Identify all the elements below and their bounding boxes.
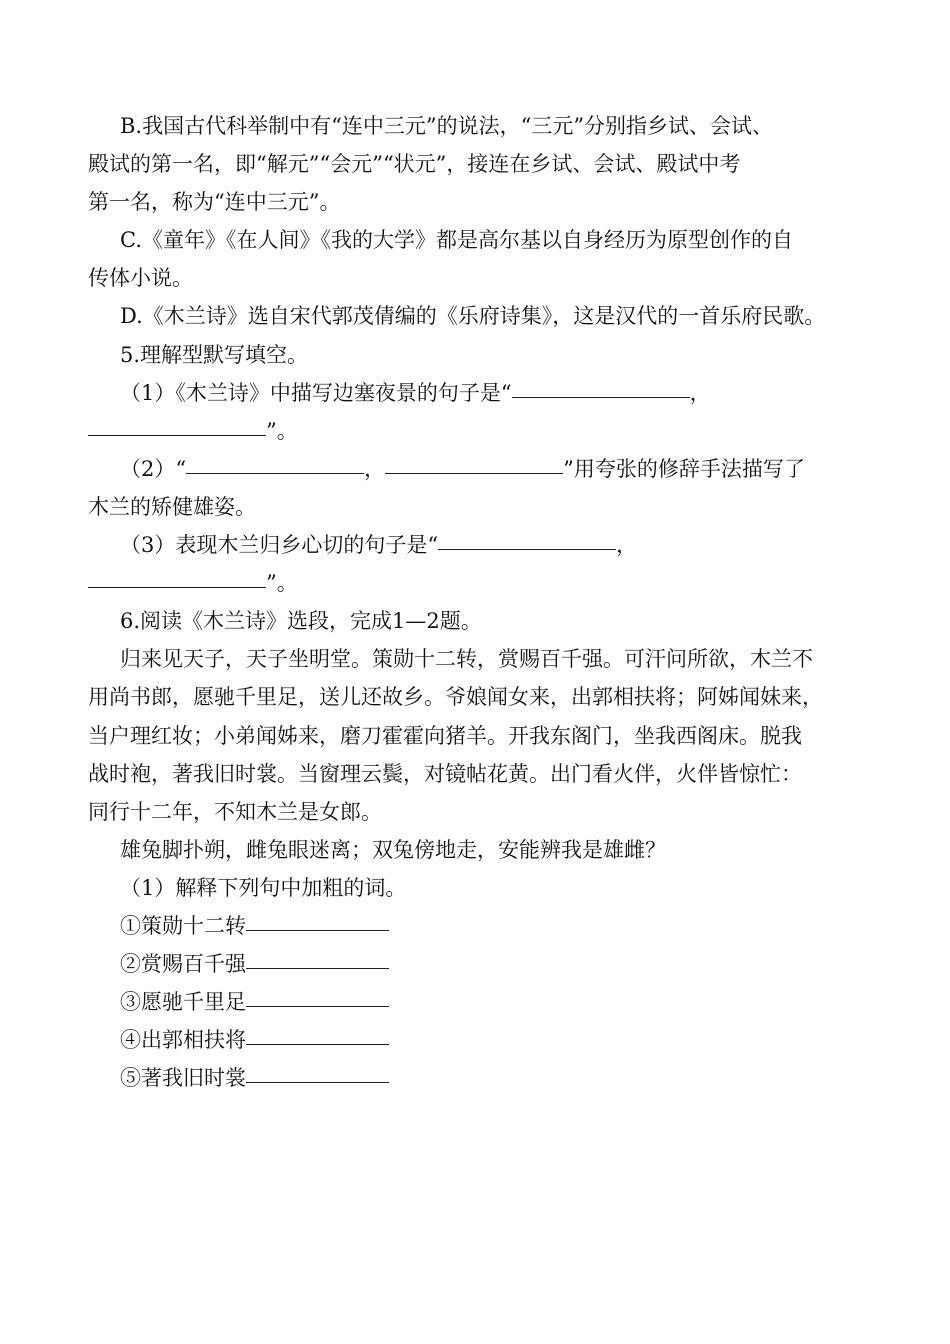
answer-blank[interactable] — [246, 1005, 389, 1007]
question-5-title: 5.理解型默写填空。 — [120, 342, 309, 367]
question-5-sub-3-cont — [88, 564, 878, 602]
vocab-item-text: ⑤著我旧时裳 — [120, 1066, 246, 1091]
passage-line-2: 用尚书郎，愿驰千里足，送儿还故乡。爷娘闻女来，出郭相扶将；阿姊闻妹来， — [88, 685, 823, 710]
passage-line-6: 雄兔脚扑朔，雌兔眼迷离；双兔傍地走，安能辨我是雄雌？ — [120, 837, 666, 862]
answer-blank[interactable] — [246, 1043, 389, 1045]
option-d-line-1: D.《木兰诗》选自宋代郭茂倩编的《乐府诗集》，这是汉代的一首乐府民歌。 — [120, 304, 826, 329]
passage-line-4: 战时袍，著我旧时裳。当窗理云鬓，对镜帖花黄。出门看火伴，火伴皆惊忙： — [88, 761, 802, 786]
q5-sub3-end: ”。 — [266, 571, 298, 596]
q5-sub1-prefix: （1）《木兰诗》中描写边塞夜景的句子是“ — [120, 380, 512, 405]
answer-blank[interactable] — [88, 434, 266, 436]
answer-blank[interactable] — [246, 929, 389, 931]
option-b-line-1: B.我国古代科举制中有“连中三元”的说法，“三元”分别指乡试、会试、 — [120, 114, 774, 138]
passage-line-3: 当户理红妆；小弟闻姊来，磨刀霍霍向猪羊。开我东阁门，坐我西阁床。脱我 — [88, 723, 802, 748]
passage-line-1: 归来见天子，天子坐明堂。策勋十二转，赏赐百千强。可汗问所欲，木兰不 — [120, 647, 813, 672]
vocab-item — [88, 983, 878, 1021]
passage-line-5: 同行十二年，不知木兰是女郎。 — [88, 799, 382, 824]
answer-blank[interactable] — [186, 472, 364, 474]
vocab-item-text: ④出郭相扶将 — [120, 1028, 246, 1053]
q5-sub2-comma: ， — [364, 456, 386, 481]
vocab-item — [88, 1059, 878, 1097]
document-page — [88, 107, 878, 1097]
vocab-item — [88, 1021, 878, 1059]
answer-blank[interactable] — [385, 472, 563, 474]
option-c-line-1: C.《童年》《在人间》《我的大学》都是高尔基以自身经历为原型创作的自 — [120, 228, 793, 253]
q5-sub3-prefix: （3）表现木兰归乡心切的句子是“ — [120, 533, 439, 558]
option-b-line-3: 第一名，称为“连中三元”。 — [88, 190, 341, 215]
vocab-item-text: ②赏赐百千强 — [120, 952, 246, 977]
question-6-sub-1-title: （1）解释下列句中加粗的词。 — [120, 875, 407, 900]
q5-sub2-prefix: （2）“ — [120, 456, 187, 481]
q5-sub1-comma: ， — [689, 380, 711, 405]
q5-sub1-end: ”。 — [266, 418, 298, 443]
question-6-title: 6.阅读《木兰诗》选段，完成1—2题。 — [120, 609, 482, 634]
answer-blank[interactable] — [438, 548, 616, 550]
vocab-item-text: ①策勋十二转 — [120, 913, 246, 938]
vocab-item — [88, 907, 878, 945]
question-5-sub-2-cont: 木兰的矫健雄姿。 — [88, 494, 256, 519]
answer-blank[interactable] — [88, 586, 266, 588]
q5-sub2-suffix: ”用夸张的修辞手法描写了 — [563, 456, 805, 481]
option-c-line-2: 传体小说。 — [88, 266, 193, 291]
question-5-sub-3 — [88, 526, 878, 564]
option-b-line-2: 殿试的第一名，即“解元”“会元”“状元”，接连在乡试、会试、殿试中考 — [88, 152, 741, 177]
vocab-item-text: ③愿驰千里足 — [120, 990, 246, 1015]
q5-sub3-comma: ， — [616, 533, 638, 558]
question-5-sub-1-cont — [88, 412, 878, 450]
answer-blank[interactable] — [512, 396, 690, 398]
question-5-sub-1 — [88, 374, 878, 412]
answer-blank[interactable] — [246, 967, 389, 969]
question-5-sub-2 — [88, 450, 878, 488]
answer-blank[interactable] — [246, 1081, 389, 1083]
vocab-item — [88, 945, 878, 983]
